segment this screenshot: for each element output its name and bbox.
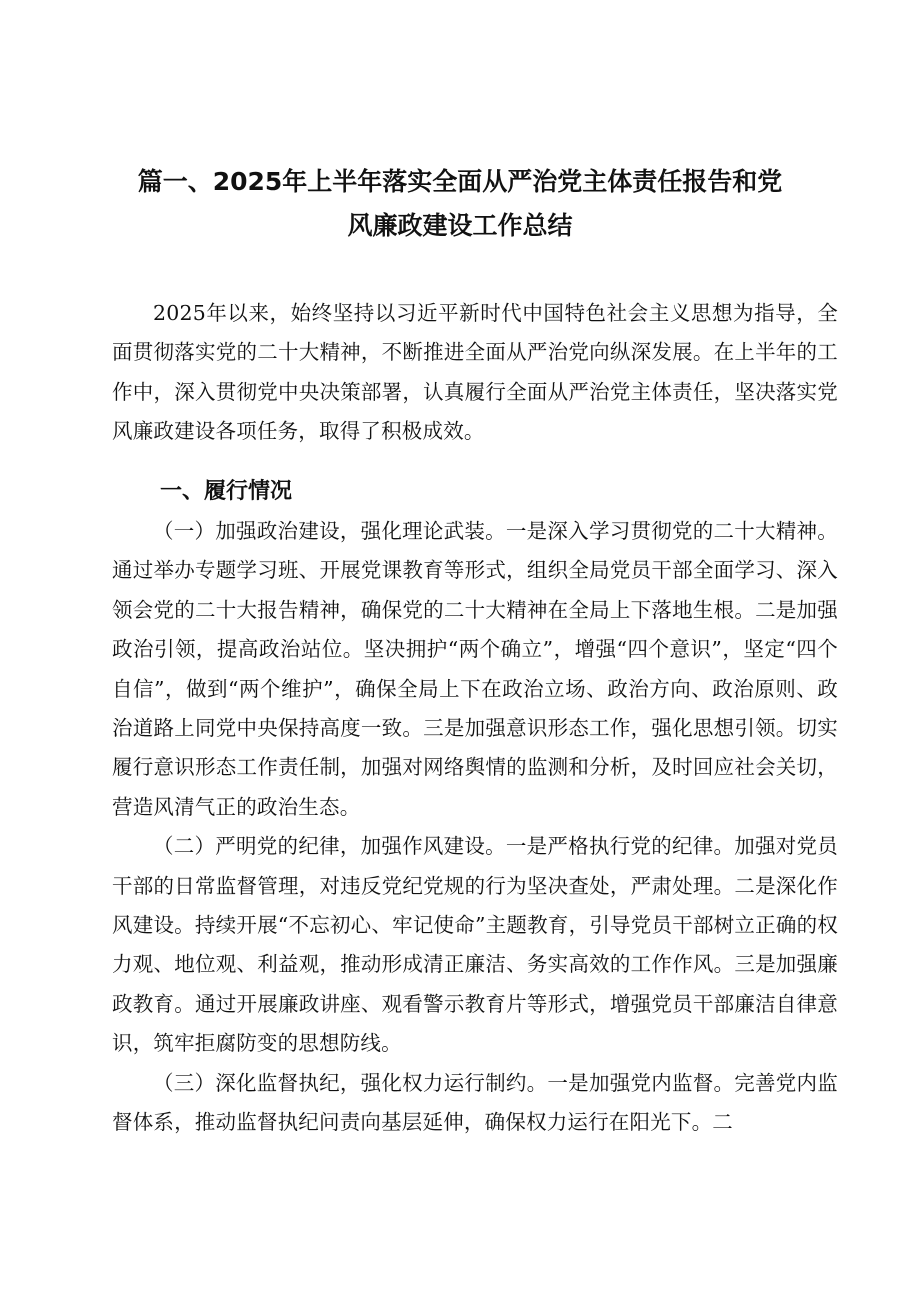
paragraph-3: （三）深化监督执纪，强化权力运行制约。一是加强党内监督。完善党内监督体系，推动监督执纪问责向基层延伸，确保权力运行在阳光下。二	[112, 1070, 838, 1135]
intro-paragraph: 2025年以来，始终坚持以习近平新时代中国特色社会主义思想为指导，全面贯彻落实党的二十大精神，不断推进全面从严治党向纵深发展。在上半年的工作中，深入贯彻党中央决策部署，认真履行全面从严治党主体责任，坚决落实党风廉政建设各项任务，取得了积极成效。	[112, 301, 838, 444]
title-line-2: 风廉政建设工作总结	[347, 211, 573, 240]
title-line-1: 篇一、2025年上半年落实全面从严治党主体责任报告和党	[137, 167, 783, 196]
section-1-body	[112, 512, 838, 1143]
paragraph-2: （二）严明党的纪律，加强作风建设。一是严格执行党的纪律。加强对党员干部的日常监督管理，对违反党纪党规的行为坚决查处，严肃处理。二是深化作风建设。持续开展“不忘初心、牢记使命”主题教育，引导党员干部树立正确的权力观、地位观、利益观，推动形成清正廉洁、务实高效的工作作风。三是加强廉政教育。通过开展廉政讲座、观看警示教育片等形式，增强党员干部廉洁自律意识，筑牢拒腐防变的思想防线。	[112, 834, 838, 1056]
paragraph-1: （一）加强政治建设，强化理论武装。一是深入学习贯彻党的二十大精神。通过举办专题学习班、开展党课教育等形式，组织全局党员干部全面学习、深入领会党的二十大报告精神，确保党的二十大精神在全局上下落地生根。二是加强政治引领，提高政治站位。坚决拥护“两个确立”，增强“四个意识”，坚定“四个自信”，做到“两个维护”，确保全局上下在政治立场、政治方向、政治原则、政治道路上同党中央保持高度一致。三是加强意识形态工作，强化思想引领。切实履行意识形态工作责任制，加强对网络舆情的监测和分析，及时回应社会关切，营造风清气正的政治生态。	[112, 519, 838, 819]
document-title	[0, 160, 920, 248]
intro-section	[112, 294, 838, 452]
section-heading: 一、履行情况	[160, 479, 293, 504]
